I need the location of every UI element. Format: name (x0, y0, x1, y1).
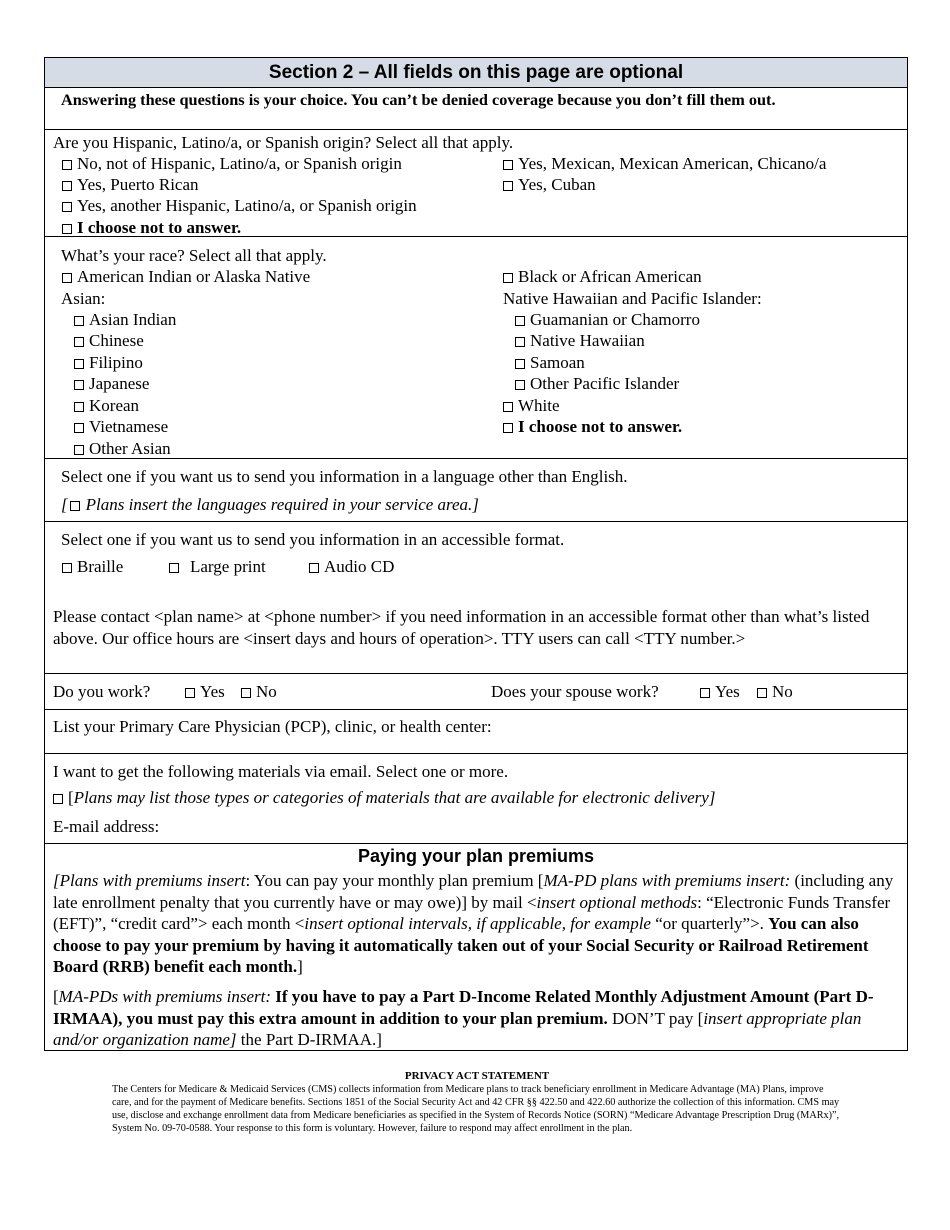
checkbox[interactable] (503, 181, 513, 191)
checkbox[interactable] (757, 688, 767, 698)
checkbox[interactable] (515, 316, 525, 326)
race-question: What’s your race? Select all that apply. (61, 246, 327, 265)
checkbox[interactable] (503, 402, 513, 412)
race-option-white[interactable]: White (503, 395, 560, 417)
pcp-row[interactable] (45, 709, 907, 753)
hispanic-option-no-answer[interactable]: I choose not to answer. (62, 217, 241, 239)
accessible-prompt: Select one if you want us to send you information in an accessible format. (61, 530, 565, 549)
privacy-act-statement (112, 1070, 842, 1135)
checkbox[interactable] (515, 380, 525, 390)
checkbox[interactable] (74, 316, 84, 326)
checkbox[interactable] (70, 501, 80, 511)
language-row (45, 458, 907, 521)
work-row (45, 673, 907, 709)
race-option-guamanian[interactable]: Guamanian or Chamorro (515, 309, 700, 331)
checkbox[interactable] (74, 402, 84, 412)
privacy-body: The Centers for Medicare & Medicaid Services (CMS) collects information from Medicare plans to track beneficiary enrollment in Medicare Advantage (MA) Plans, improve care, and for the payment of Medicare benefits. Sections 1851 of the Social Security Act and 42 CFR §§ 422.50 and 422.60 authorize the collection of this information. CMS may use, disclose and exchange enrollment data from Medicare beneficiaries as specified in the System of Records Notice (SORN) “Medicare Advantage Prescription Drug (MARx)”, System No. 09-70-0588. Your response to this form is voluntary. However, failure to respond may affect enrollment in the plan. (112, 1084, 840, 1134)
race-option-american-indian[interactable]: American Indian or Alaska Native (62, 266, 310, 288)
checkbox[interactable] (62, 273, 72, 283)
checkbox[interactable] (74, 359, 84, 369)
checkbox[interactable] (62, 160, 72, 170)
checkbox[interactable] (74, 337, 84, 347)
checkbox[interactable] (74, 445, 84, 455)
enrollment-form-section-2 (44, 57, 908, 1051)
spouse-work-yes[interactable]: Yes (700, 681, 740, 703)
accessible-option-large-print[interactable]: Large print (169, 556, 266, 578)
checkbox[interactable] (241, 688, 251, 698)
language-prompt: Select one if you want us to send you information in a language other than English. (61, 467, 628, 486)
asian-label: Asian: (61, 289, 106, 308)
hispanic-option-mexican[interactable]: Yes, Mexican, Mexican American, Chicano/a (503, 153, 826, 175)
premiums-title: Paying your plan premiums (357, 846, 595, 866)
checkbox[interactable] (515, 359, 525, 369)
race-option-asian-indian[interactable]: Asian Indian (74, 309, 176, 331)
email-row (45, 753, 907, 843)
race-option-samoan[interactable]: Samoan (515, 352, 585, 374)
hispanic-option-cuban[interactable]: Yes, Cuban (503, 174, 596, 196)
work-question: Do you work? (53, 682, 151, 701)
checkbox[interactable] (515, 337, 525, 347)
accessible-format-row (45, 521, 907, 673)
checkbox[interactable] (503, 423, 513, 433)
email-materials-option[interactable]: [Plans may list those types or categories of materials that are available for electronic delivery] (53, 787, 715, 809)
hispanic-question: Are you Hispanic, Latino/a, or Spanish origin? Select all that apply. (53, 133, 514, 152)
premiums-paragraph-1: [Plans with premiums insert: You can pay your monthly plan premium [MA-PD plans with premiums insert: (including any late enrollment penalty that you currently have or may owe)] by mail <insert optional methods: “Electronic Funds Transfer (EFT)”, “credit card”> each month <insert optional intervals, if applicable, for example “or quarterly”>. You can also choose to pay your premium by having it automatically taken out of your Social Security or Railroad Retirement Board (RRB) benefit each month.] (53, 871, 894, 976)
hispanic-option-another[interactable]: Yes, another Hispanic, Latino/a, or Spanish origin (62, 195, 417, 217)
spouse-work-no[interactable]: No (757, 681, 793, 703)
checkbox[interactable] (62, 181, 72, 191)
checkbox[interactable] (74, 423, 84, 433)
pcp-label: List your Primary Care Physician (PCP), clinic, or health center: (53, 717, 492, 736)
hispanic-option-puerto-rican[interactable]: Yes, Puerto Rican (62, 174, 199, 196)
premiums-paragraph-2: [MA-PDs with premiums insert: If you have to pay a Part D-Income Related Monthly Adjustment Amount (Part D-IRMAA), you must pay this extra amount in addition to your plan premium. DON’T pay [insert appropriate plan and/or organization name] the Part D-IRMAA.] (53, 987, 874, 1049)
checkbox[interactable] (503, 273, 513, 283)
checkbox[interactable] (700, 688, 710, 698)
spouse-work-question: Does your spouse work? (491, 682, 659, 701)
checkbox[interactable] (53, 794, 63, 804)
checkbox[interactable] (62, 224, 72, 234)
race-option-chinese[interactable]: Chinese (74, 330, 144, 352)
race-row (45, 236, 907, 458)
hispanic-origin-row (45, 129, 907, 236)
email-address-label: E-mail address: (53, 817, 160, 836)
privacy-title: PRIVACY ACT STATEMENT (404, 1070, 550, 1082)
premiums-row (45, 843, 907, 1050)
optional-notice-row (45, 87, 907, 129)
race-option-vietnamese[interactable]: Vietnamese (74, 416, 168, 438)
checkbox[interactable] (309, 563, 319, 573)
race-option-filipino[interactable]: Filipino (74, 352, 143, 374)
race-option-other-asian[interactable]: Other Asian (74, 438, 171, 460)
race-option-korean[interactable]: Korean (74, 395, 139, 417)
nhpi-label: Native Hawaiian and Pacific Islander: (503, 289, 762, 308)
checkbox[interactable] (74, 380, 84, 390)
accessible-option-audio-cd[interactable]: Audio CD (309, 556, 394, 578)
section-title: Section 2 – All fields on this page are optional (45, 58, 907, 87)
checkbox[interactable] (169, 563, 179, 573)
work-yes[interactable]: Yes (185, 681, 225, 703)
checkbox[interactable] (503, 160, 513, 170)
checkbox[interactable] (62, 202, 72, 212)
email-prompt: I want to get the following materials via email. Select one or more. (53, 762, 509, 781)
work-no[interactable]: No (241, 681, 277, 703)
optional-notice: Answering these questions is your choice. You can’t be denied coverage because you don’t fill them out. (61, 90, 776, 109)
race-option-other-pacific-islander[interactable]: Other Pacific Islander (515, 373, 679, 395)
checkbox[interactable] (62, 563, 72, 573)
language-option[interactable]: [ Plans insert the languages required in your service area.] (61, 495, 479, 514)
checkbox[interactable] (185, 688, 195, 698)
race-option-native-hawaiian[interactable]: Native Hawaiian (515, 330, 645, 352)
accessible-option-braille[interactable]: Braille (62, 556, 123, 578)
race-option-japanese[interactable]: Japanese (74, 373, 149, 395)
hispanic-option-no[interactable]: No, not of Hispanic, Latino/a, or Spanish origin (62, 153, 402, 175)
race-option-no-answer[interactable]: I choose not to answer. (503, 416, 682, 438)
race-option-black[interactable]: Black or African American (503, 266, 702, 288)
accessible-contact-info: Please contact <plan name> at <phone number> if you need information in an accessible format other than what’s listed above. Our office hours are <insert days and hours of operation>. TTY users can call <TTY number.> (53, 607, 870, 648)
